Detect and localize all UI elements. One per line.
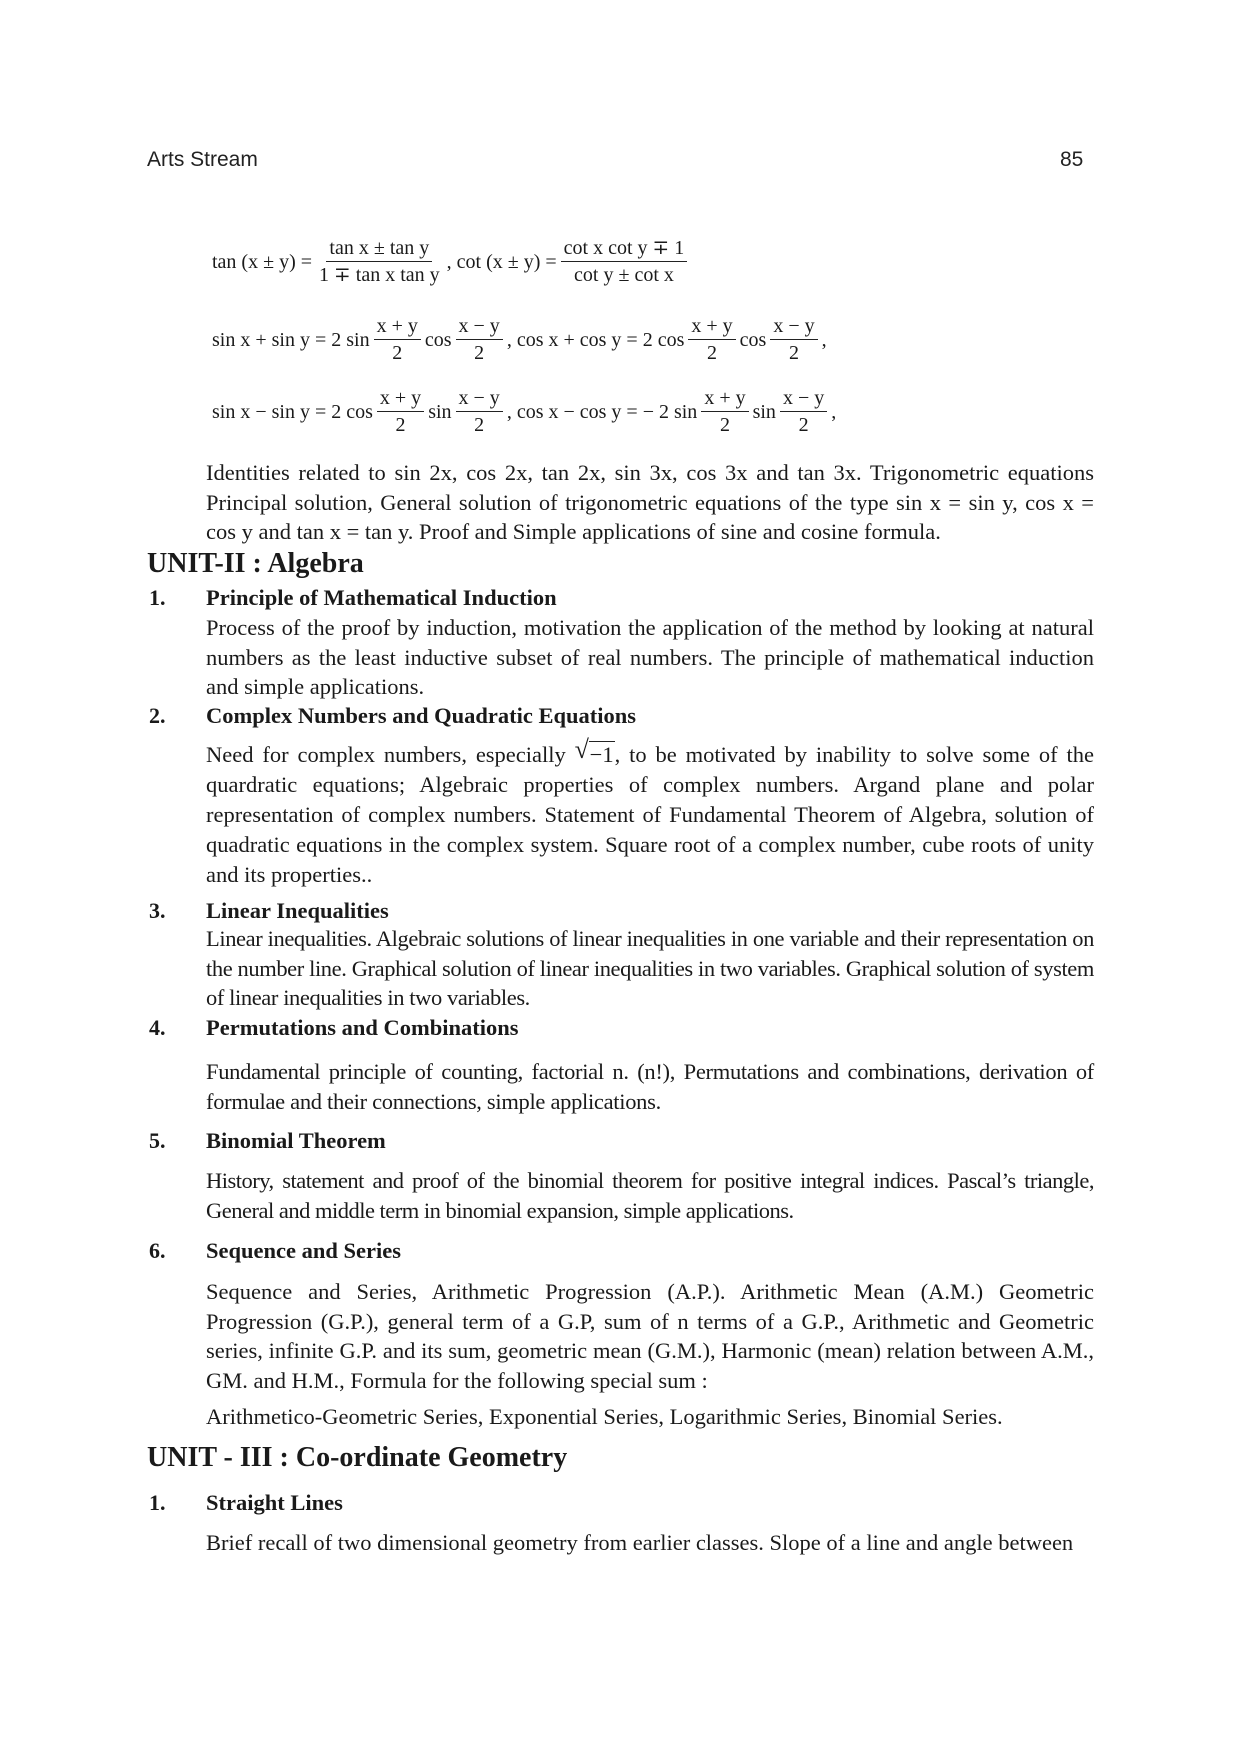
numerator: x − y bbox=[456, 388, 503, 412]
numerator: x + y bbox=[374, 316, 421, 340]
formula-text: , bbox=[821, 328, 827, 351]
denominator: 2 bbox=[798, 414, 809, 436]
denominator: 1 ∓ tan x tan y bbox=[319, 264, 440, 286]
fraction bbox=[377, 388, 424, 435]
running-header: Arts Stream bbox=[147, 148, 258, 171]
formula-text: , bbox=[831, 400, 837, 423]
section-text: History, statement and proof of the binomial theorem for positive integral indices. Pascal’s triangle, General and middle term in binomial expansion, simple applications. bbox=[206, 1168, 1094, 1223]
numerator: x − y bbox=[780, 388, 827, 412]
section-number: 1. bbox=[149, 1490, 166, 1515]
section-title: Complex Numbers and Quadratic Equations bbox=[206, 703, 637, 728]
numerator: x + y bbox=[701, 388, 748, 412]
section-text: Process of the proof by induction, motivation the application of the method by looking at natural numbers as the least inductive subset of real numbers. The principle of mathematical induction and simple applications. bbox=[206, 615, 1094, 699]
fraction bbox=[316, 238, 443, 285]
intro-paragraph: Identities related to sin 2x, cos 2x, tan 2x, sin 3x, cos 3x and tan 3x. Trigonometric equations Principal solution, General solution of trigonometric equations of the type sin x = sin y, cos x = cos y and tan x = tan y. Proof and Simple applications of sine and cosine formula. bbox=[206, 460, 1094, 544]
formula-difference-identities bbox=[212, 388, 836, 435]
section-number: 4. bbox=[149, 1015, 166, 1040]
section-text: Brief recall of two dimensional geometry from earlier classes. Slope of a line and angle between bbox=[206, 1530, 1074, 1555]
section-text: Linear inequalities. Algebraic solutions of linear inequalities in one variable and their representation on the number line. Graphical solution of linear inequalities in two variables. Graphical solution of system of linear inequalities in two variables. bbox=[206, 926, 1094, 1010]
fraction bbox=[701, 388, 748, 435]
fraction bbox=[456, 316, 503, 363]
formula-text: cos bbox=[739, 328, 767, 351]
denominator: 2 bbox=[719, 414, 730, 436]
section-text: Fundamental principle of counting, factorial n. (n!), Permutations and combinations, derivation of formulae and their connections, simple applications. bbox=[206, 1059, 1094, 1114]
section-title: Linear Inequalities bbox=[206, 898, 389, 923]
numerator: tan x ± tan y bbox=[326, 238, 432, 262]
section-text: Arithmetico-Geometric Series, Exponential Series, Logarithmic Series, Binomial Series. bbox=[206, 1404, 1003, 1429]
fraction bbox=[374, 316, 421, 363]
fraction bbox=[770, 316, 817, 363]
section-title: Principle of Mathematical Induction bbox=[206, 585, 557, 610]
section-title: Straight Lines bbox=[206, 1490, 343, 1515]
denominator: 2 bbox=[395, 414, 406, 436]
denominator: 2 bbox=[474, 342, 485, 364]
numerator: x − y bbox=[456, 316, 503, 340]
formula-sum-identities bbox=[212, 316, 827, 363]
unit-3-heading: UNIT - III : Co-ordinate Geometry bbox=[147, 1442, 568, 1473]
section-number: 5. bbox=[149, 1128, 166, 1153]
denominator: 2 bbox=[392, 342, 403, 364]
formula-text: sin x + sin y = 2 sin bbox=[212, 328, 370, 351]
square-root bbox=[574, 735, 615, 770]
section-number: 6. bbox=[149, 1238, 166, 1263]
numerator: x + y bbox=[377, 388, 424, 412]
formula-text: sin bbox=[752, 400, 776, 423]
text-run: Need for complex numbers, especially bbox=[206, 742, 566, 767]
formula-text: , cos x − cos y = − 2 sin bbox=[506, 400, 698, 423]
page-number: 85 bbox=[1060, 148, 1084, 171]
radicand: −1 bbox=[589, 742, 614, 767]
section-text bbox=[206, 735, 1094, 890]
section-title: Permutations and Combinations bbox=[206, 1015, 519, 1040]
formula-tan-cot bbox=[212, 238, 691, 285]
radical-sign: √ bbox=[574, 735, 589, 764]
fraction bbox=[688, 316, 735, 363]
denominator: cot y ± cot x bbox=[574, 264, 674, 286]
numerator: cot x cot y ∓ 1 bbox=[561, 238, 688, 262]
section-number: 2. bbox=[149, 703, 166, 728]
section-title: Binomial Theorem bbox=[206, 1128, 386, 1153]
section-title: Sequence and Series bbox=[206, 1238, 402, 1263]
formula-text: sin x − sin y = 2 cos bbox=[212, 400, 373, 423]
unit-2-heading: UNIT-II : Algebra bbox=[147, 548, 364, 579]
fraction bbox=[780, 388, 827, 435]
section-number: 3. bbox=[149, 898, 166, 923]
formula-text: tan (x ± y) = bbox=[212, 250, 313, 273]
formula-text: , cos x + cos y = 2 cos bbox=[506, 328, 685, 351]
section-number: 1. bbox=[149, 585, 166, 610]
fraction bbox=[456, 388, 503, 435]
numerator: x − y bbox=[770, 316, 817, 340]
denominator: 2 bbox=[474, 414, 485, 436]
section-text: Sequence and Series, Arithmetic Progression (A.P.). Arithmetic Mean (A.M.) Geometric Progression (G.P.), general term of a G.P, sum of n terms of a G.P., Arithmetic and Geometric series, infinite G.P. and its sum, geometric mean (G.M.), Harmonic (mean) relation between A.M., GM. and H.M., Formula for the following special sum : bbox=[206, 1279, 1094, 1393]
formula-text: , cot (x ± y) = bbox=[446, 250, 557, 273]
fraction bbox=[561, 238, 688, 285]
denominator: 2 bbox=[788, 342, 799, 364]
numerator: x + y bbox=[688, 316, 735, 340]
denominator: 2 bbox=[707, 342, 717, 364]
text-run: , to be motivated by inability to solve some of the quardratic equations; Algebraic properties of complex numbers. Argand plane and polar representation of complex numbers. Statement of Fundamental Theorem of Algebra, solution of quadratic equations in the complex system. Square root of a complex number, cube roots of unity and its properties.. bbox=[206, 742, 1094, 887]
formula-text: sin bbox=[428, 400, 452, 423]
formula-text: cos bbox=[424, 328, 452, 351]
